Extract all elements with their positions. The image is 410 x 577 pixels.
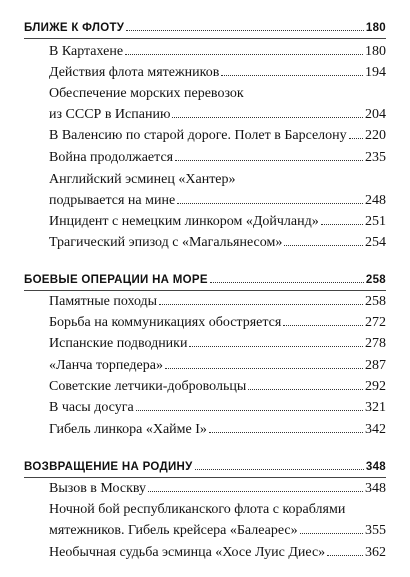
dot-leader (327, 555, 363, 556)
dot-leader (221, 75, 363, 76)
dot-leader (159, 304, 363, 305)
page-number: 220 (365, 128, 386, 143)
entry-title: «Ланча торпедера» (49, 358, 163, 373)
entry-title: Война продолжается (49, 150, 174, 165)
dot-leader (283, 325, 363, 326)
page-number: 180 (365, 22, 386, 34)
section-title: БЛИЖЕ К ФЛОТУ (24, 22, 125, 34)
dot-leader (148, 491, 363, 492)
page-number: 248 (365, 193, 386, 208)
toc-entry (49, 523, 386, 539)
entry-title: Советские летчики-добровольцы (49, 379, 247, 394)
toc-entry (49, 214, 386, 230)
toc-entry (49, 481, 386, 497)
dot-leader (248, 389, 363, 390)
entry-title: Испанские подводники (49, 336, 188, 351)
page-number: 254 (365, 235, 386, 250)
dot-leader (177, 203, 363, 204)
page-number: 194 (365, 65, 386, 80)
dot-leader (125, 54, 363, 55)
entry-title: из СССР в Испанию (49, 107, 171, 122)
dot-leader (195, 469, 364, 470)
dot-leader (136, 410, 363, 411)
toc-entry-line (49, 502, 386, 518)
dot-leader (210, 282, 364, 283)
page-number: 321 (365, 400, 386, 415)
page-number: 258 (365, 294, 386, 309)
page-number: 235 (365, 150, 386, 165)
page-number: 362 (365, 545, 386, 560)
toc-entry (49, 400, 386, 416)
section-heading (24, 20, 386, 36)
toc-entry (49, 235, 386, 251)
toc-entry (49, 315, 386, 331)
section-heading (24, 272, 386, 288)
entry-title: В Валенсию по старой дороге. Полет в Барселону (49, 128, 347, 143)
entry-title: В Картахене (49, 44, 124, 59)
dot-leader (209, 432, 363, 433)
entry-title: Памятные походы (49, 294, 158, 309)
page-number: 348 (365, 481, 386, 496)
page-number: 292 (365, 379, 386, 394)
page-number: 180 (365, 44, 386, 59)
page-number: 278 (365, 336, 386, 351)
toc-entry-line (49, 86, 386, 102)
section-title: БОЕВЫЕ ОПЕРАЦИИ НА МОРЕ (24, 274, 208, 286)
section-separator (24, 477, 386, 478)
page-number: 342 (365, 422, 386, 437)
entry-title: Необычная судьба эсминца «Хосе Луис Диес» (49, 545, 326, 560)
dot-leader (300, 533, 363, 534)
page-number: 251 (365, 214, 386, 229)
page-number: 272 (365, 315, 386, 330)
section-separator (24, 38, 386, 39)
dot-leader (126, 30, 364, 31)
toc-entry (49, 128, 386, 144)
toc-entry (49, 358, 386, 374)
toc-entry-line (49, 172, 386, 188)
dot-leader (189, 346, 363, 347)
toc-entry (49, 107, 386, 123)
toc-entry (49, 294, 386, 310)
entry-title: Гибель линкора «Хайме I» (49, 422, 207, 437)
section-heading (24, 459, 386, 475)
toc-entry (49, 379, 386, 395)
page-number: 355 (365, 523, 386, 538)
toc-entry (49, 150, 386, 166)
entry-title: Инцидент с немецким линкором «Дойчланд» (49, 214, 319, 229)
toc-entry (49, 65, 386, 81)
toc-entry (49, 422, 386, 438)
toc-entry (49, 545, 386, 561)
page-number: 287 (365, 358, 386, 373)
section-separator (24, 290, 386, 291)
toc-entry (49, 44, 386, 60)
dot-leader (175, 160, 363, 161)
toc-entry (49, 336, 386, 352)
entry-title: В часы досуга (49, 400, 134, 415)
dot-leader (172, 117, 363, 118)
entry-title: Борьба на коммуникациях обостряется (49, 315, 282, 330)
dot-leader (284, 245, 363, 246)
entry-title: мятежников. Гибель крейсера «Балеарес» (49, 523, 298, 538)
section-title: ВОЗВРАЩЕНИЕ НА РОДИНУ (24, 461, 193, 473)
entry-title: Английский эсминец «Хантер» (49, 172, 236, 187)
dot-leader (321, 224, 363, 225)
entry-title: Вызов в Москву (49, 481, 147, 496)
entry-title: Трагический эпизод с «Магальянесом» (49, 235, 283, 250)
page-number: 348 (365, 461, 386, 473)
toc-entry (49, 193, 386, 209)
dot-leader (349, 138, 363, 139)
page-number: 258 (365, 274, 386, 286)
entry-title: Действия флота мятежников (49, 65, 220, 80)
page-number: 204 (365, 107, 386, 122)
entry-title: Обеспечение морских перевозок (49, 86, 244, 101)
entry-title: подрывается на мине (49, 193, 176, 208)
entry-title: Ночной бой республиканского флота с кораблями (49, 502, 346, 517)
dot-leader (165, 368, 363, 369)
